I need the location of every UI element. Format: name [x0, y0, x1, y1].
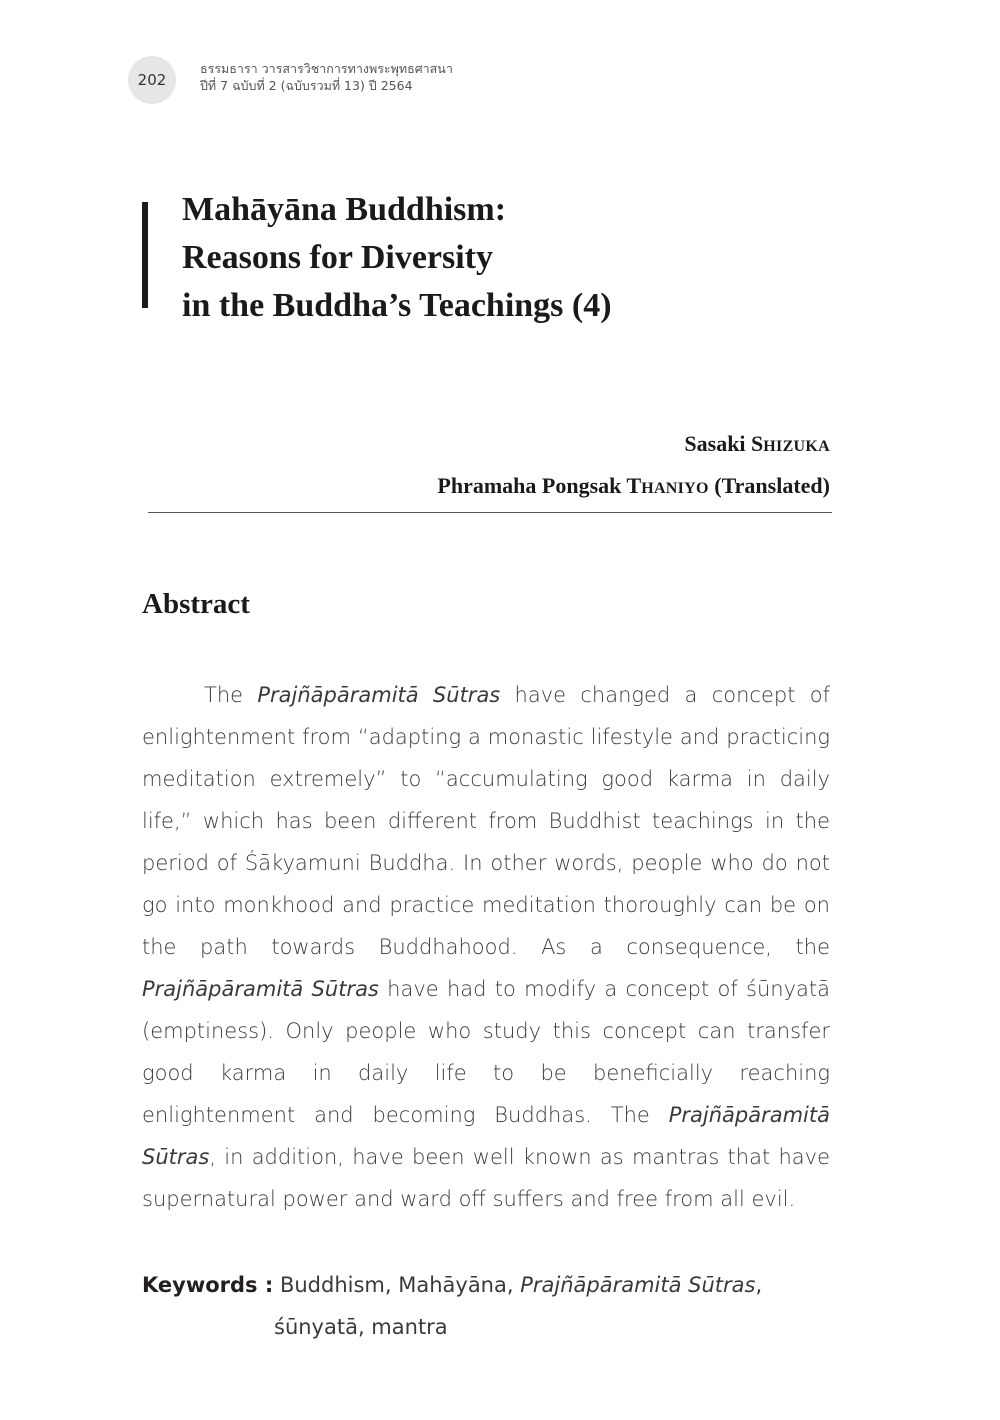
author-given-name: Sasaki: [684, 431, 746, 456]
author-block: [437, 426, 830, 510]
keywords-label: Keywords :: [142, 1273, 274, 1297]
keywords-line-2: śūnyatā, mantra: [274, 1315, 448, 1339]
translator-line: [437, 468, 830, 510]
journal-title: ธรรมธารา วารสารวิชาการทางพระพุทธศาสนา: [200, 61, 453, 76]
keywords-text-1: Buddhism, Mahāyāna,: [279, 1273, 521, 1297]
abstract-heading: Abstract: [142, 588, 250, 620]
article-title: [182, 186, 612, 330]
author-family-initial: S: [751, 431, 764, 456]
abstract-italic-1: Prajñāpāramitā Sūtras: [257, 683, 501, 707]
page-number-badge: [128, 56, 176, 104]
title-accent-bar: [142, 202, 148, 308]
abstract-italic-2: Prajñāpāramitā Sūtras: [142, 977, 379, 1001]
title-line-2: Reasons for Diversity: [182, 239, 493, 276]
abstract-paragraph: [142, 674, 830, 1220]
author-family-rest: HIZUKA: [763, 438, 830, 455]
translator-family-initial: T: [626, 473, 642, 498]
abstract-text-1: The: [204, 683, 258, 707]
running-header: [200, 60, 453, 94]
header-divider: [148, 512, 832, 513]
author-line: [437, 426, 830, 468]
keywords-italic: Prajñāpāramitā Sūtras: [520, 1273, 756, 1297]
abstract-text-3: have had to modify a concept of śūnyatā (emptiness). Only people who study this concept can transfer good karma in daily life to be beneficially reaching enlightenment and becoming Buddhas. The: [142, 977, 830, 1127]
translator-given-name: Phramaha Pongsak: [437, 473, 622, 498]
keywords-line-1: [142, 1264, 832, 1306]
title-line-3: in the Buddha’s Teachings (4): [182, 287, 612, 324]
abstract-text-2: have changed a concept of enlightenment from “adapting a monastic lifestyle and practicing meditation extremely” to “accumulating good karma in daily life,” which has been different from Buddhist teachings in the period of Śākyamuni Buddha. In other words, people who do not go into monkhood and practice meditation thoroughly can be on the path towards Buddhahood. As a consequence, the: [142, 683, 830, 959]
page-number: 202: [137, 71, 167, 89]
translator-role: (Translated): [714, 473, 830, 498]
translator-family-rest: HANIYO: [641, 480, 709, 497]
abstract-italic-3: Prajñāpāramitā Sūtras: [142, 1103, 830, 1169]
keywords-text-2: ,: [755, 1273, 763, 1297]
keywords-block: [142, 1264, 832, 1348]
abstract-text-4: , in addition, have been well known as mantras that have supernatural power and ward off suffers and free from all evil.: [142, 1145, 830, 1211]
issue-info: ปีที่ 7 ฉบับที่ 2 (ฉบับรวมที่ 13) ปี 2564: [200, 78, 413, 93]
title-line-1: Mahāyāna Buddhism:: [182, 191, 507, 228]
